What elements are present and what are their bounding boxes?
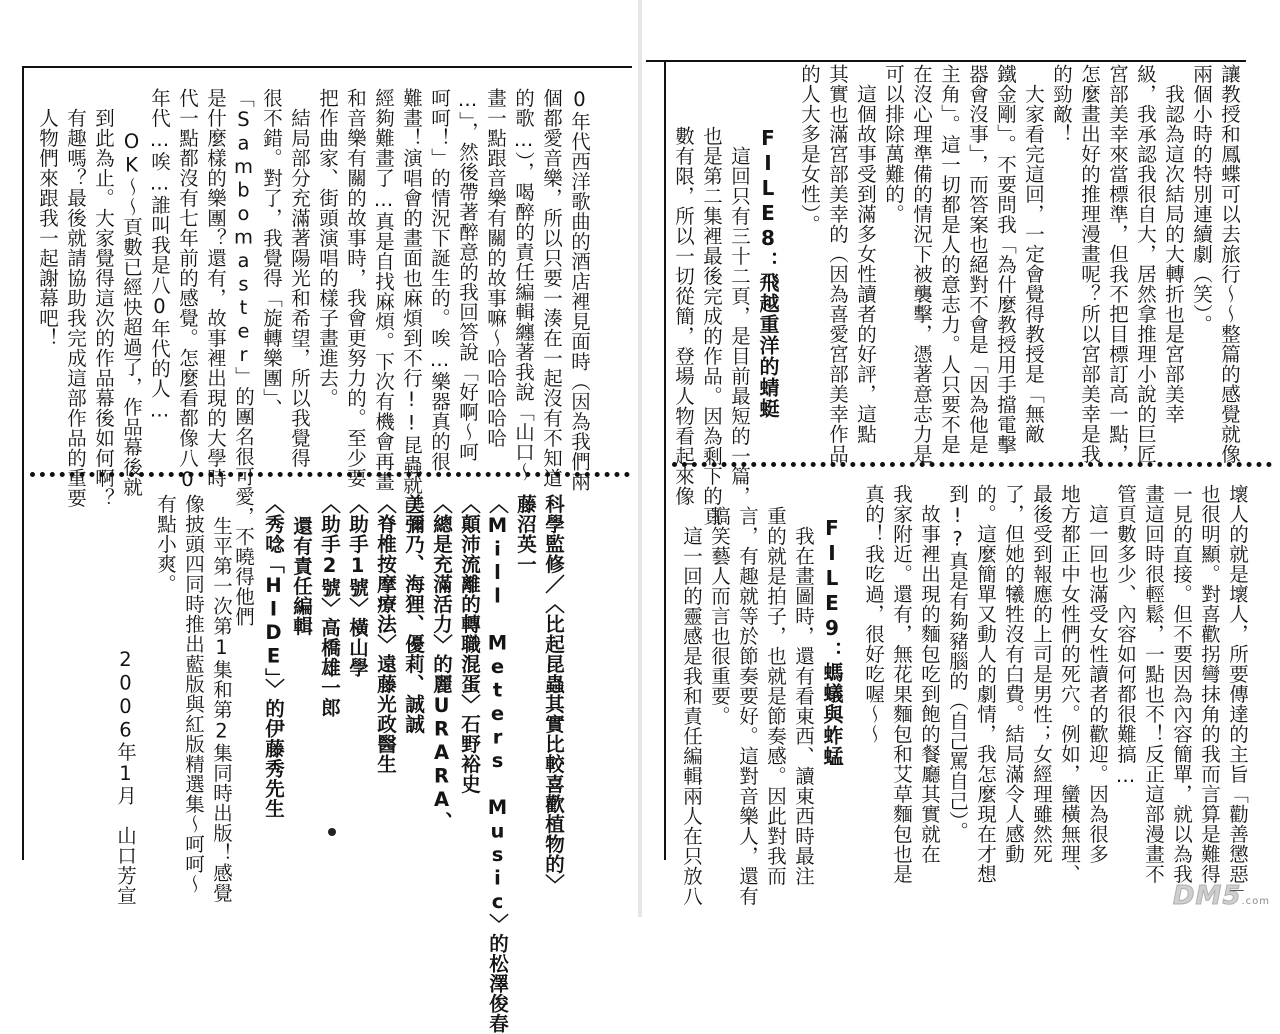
text-column: 我認為這次結局的大轉折也是宮部美幸: [1162, 84, 1185, 424]
text-column: 壞人的就是壞人，所要傳達的主旨「勸善懲惡」: [1226, 484, 1249, 904]
credit-line: 〈總是充滿活力〉的麗URARA、: [430, 494, 453, 832]
credit-line: 科學監修／〈比起昆蟲其實比較喜歡植物的〉: [542, 494, 565, 894]
credit-line: 藤沼英一: [514, 494, 537, 574]
text-column: 重的就是拍子，也就是節奏感。因此對我而: [764, 506, 787, 886]
section-divider: [30, 472, 630, 477]
file8-heading: FILE8：飛越重洋的蜻蜓: [756, 126, 780, 419]
text-column: 也很明顯。對喜歡拐彎抹角的我而言算是難得: [1198, 484, 1221, 884]
text-column: 真的！我吃過，很好吃喔〜〜: [862, 484, 885, 744]
text-column: 器會沒事」，而答案也絕對不會是「因為他是: [966, 64, 989, 455]
text-column: 難畫！演唱會的畫面也麻煩到不行!!昆蟲就已: [400, 88, 423, 515]
credit-line: 〈顛沛流離的轉職混蛋〉石野裕史: [458, 494, 481, 794]
text-column: 大家看完這回，一定會覺得教授是「無敵: [1022, 84, 1045, 444]
text-column: 有趣嗎？最後就請協助我完成這部作品的重要: [64, 108, 87, 508]
text-column: 是什麼樣的樂團？還有，故事裡出現的大學時: [204, 88, 227, 488]
frame-top-rule: [22, 66, 632, 68]
site-watermark-logo: [1173, 881, 1270, 911]
text-column: 地方都正中女性們的死穴。例如，蠻橫無理、: [1058, 484, 1081, 884]
text-column: OK〜〜頁數已經快超過了，作品幕後就: [120, 130, 143, 497]
text-column: 主角」。這一切都是人的意志力。人只要不是: [938, 64, 961, 455]
text-column: 讓教授和鳳蝶可以去旅行〜〜整篇的感覺就像: [1218, 64, 1241, 464]
frame-left-rule: [664, 60, 666, 860]
text-column: 的人大多是女性）。: [798, 64, 821, 235]
text-column: 畫這回時很輕鬆，一點也不！反正這部漫畫不: [1142, 484, 1165, 884]
text-column: 的。這麼簡單又動人的劇情，我怎麼現在才想: [974, 484, 997, 884]
text-column: 級，我承認我很自大，居然拿推理小說的巨匠: [1134, 64, 1157, 464]
text-column: 也是第二集裡最後完成的作品。因為剩下的頁: [700, 126, 723, 526]
text-column: 其實也滿宮部美幸的（因為喜愛宮部美幸作品: [826, 64, 849, 464]
text-column: 言，有趣就等於節奏要好。這對音樂人，還有: [736, 506, 759, 906]
frame-top-rule: [646, 60, 1246, 62]
frame-left-rule: [22, 66, 24, 860]
text-column: 最後受到報應的上司是男性；女經理雖然死: [1030, 484, 1053, 864]
text-column: 和音樂有關的故事時，我會更努力的。至少要: [344, 88, 367, 488]
file9-heading: FILE9：螞蟻與蚱蜢: [820, 516, 844, 767]
text-column: 我在畫圖時，還有看東西、讀東西時最注: [792, 526, 815, 886]
watermark-text: DM5: [1172, 881, 1242, 911]
text-column: 代一點都沒有七年前的感覺。怎麼看都像八0: [176, 88, 199, 492]
text-column: 怎麼畫出好的推理漫畫呢？所以宮部美幸是我: [1078, 64, 1101, 464]
credit-line: 還有責任編輯: [290, 516, 313, 636]
credit-line: 〈助手1號〉橫山學: [346, 494, 369, 678]
text-column: 管頁數多少、內容如何都很難搞…: [1114, 484, 1137, 788]
closing-line: 有點小爽。: [154, 494, 177, 594]
credit-line: 美彌乃、海狸、優莉、誠誠: [402, 494, 425, 734]
credit-line: 〈Mill Meters Music〉的松澤俊春: [486, 494, 509, 1034]
right-page: [642, 0, 1280, 917]
text-column: 可以排除萬難的。: [882, 64, 905, 224]
closing-line: 像披頭四同時推出藍版與紅版精選集〜呵呵〜: [182, 494, 205, 894]
text-column: 兩個小時的特別連續劇（笑）。: [1190, 64, 1213, 335]
closing-line: 生平第一次第1集和第2集同時出版！感覺: [210, 516, 233, 903]
text-column: 經夠難畫了…真是自找麻煩。下次有機會再畫: [372, 88, 395, 492]
text-column: 「Sambomaster」的團名很可愛，不曉得他們: [232, 88, 255, 627]
watermark-suffix: .com: [1241, 896, 1270, 907]
text-column: 很不錯。對了，我覺得「旋轉樂團」、: [260, 88, 283, 419]
ink-dot: [328, 828, 336, 836]
text-column: 鐵金剛」。不要問我「為什麼教授用手擋電擊: [994, 64, 1017, 455]
text-column: 呵呵！」的情況下誕生的。唉…樂器真的很: [428, 88, 451, 472]
credit-line: 〈助手2號〉高橋雄一郎: [318, 494, 341, 718]
text-column: 搞笑藝人而言也很重要。: [708, 506, 731, 726]
text-column: 結局部分充滿著陽光和希望，所以我覺得: [288, 108, 311, 468]
text-column: 這一回也滿受女性讀者的歡迎。因為很多: [1086, 504, 1109, 864]
text-column: 一見的直接。但不要因為內容簡單，就以為我: [1170, 484, 1193, 884]
text-column: 宮部美幸來當標準，但我不把目標訂高一點，: [1106, 64, 1129, 464]
text-column: 這回只有三十二頁，是目前最短的一篇，: [728, 146, 751, 506]
text-column: 我家附近。還有，無花果麵包和艾草麵包也是: [890, 484, 913, 884]
text-column: 故事裡出現的麵包吃到飽的餐廳其實就在: [918, 504, 941, 864]
text-column: 這一回的靈感是我和責任編輯兩人在只放八: [680, 526, 703, 906]
signature: 2006年1月 山口芳宣: [114, 648, 137, 906]
text-column: 的勁敵！: [1050, 64, 1073, 144]
text-column: 人物們來跟我一起謝幕吧！: [36, 108, 59, 348]
text-column: 在沒心理準備的情況下被襲擊，憑著意志力是: [910, 64, 933, 464]
text-column: 0年代西洋歌曲的酒店裡見面時（因為我們兩: [568, 88, 591, 492]
credit-line: 〈脊椎按摩療法〉遠藤光政醫生: [374, 494, 397, 774]
credit-line: 〈秀唸「HIDE」〉的伊藤秀先生: [262, 494, 285, 819]
text-column: 到!?真是有夠豬腦的（自己罵自己）。: [946, 484, 969, 842]
text-column: 到此為止。大家覺得這次的作品幕後如何啊？: [92, 108, 115, 508]
text-column: 把作曲家、街頭演唱的樣子畫進去。: [316, 88, 339, 408]
text-column: 了，但她的犧牲沒有白費。結局滿令人感動: [1002, 484, 1025, 864]
text-column: 這個故事受到滿多女性讀者的好評，這點: [854, 84, 877, 444]
text-column: 的歌…），喝醉的責任編輯纏著我說「山口〜: [512, 88, 535, 482]
text-column: 畫一點跟音樂有關的故事嘛〜哈哈哈哈哈: [484, 88, 507, 448]
text-column: …」，然後帶著醉意的我回答說「好啊〜呵: [456, 88, 479, 462]
text-column: 數有限，所以一切從簡，登場人物看起來像: [672, 126, 695, 506]
section-divider: [672, 462, 1272, 467]
left-page: [0, 0, 638, 1034]
text-column: 個都愛音樂，所以只要一湊在一起沒有不知道: [540, 88, 563, 488]
text-column: 年代…唉…誰叫我是八0年代的人…: [148, 88, 171, 422]
